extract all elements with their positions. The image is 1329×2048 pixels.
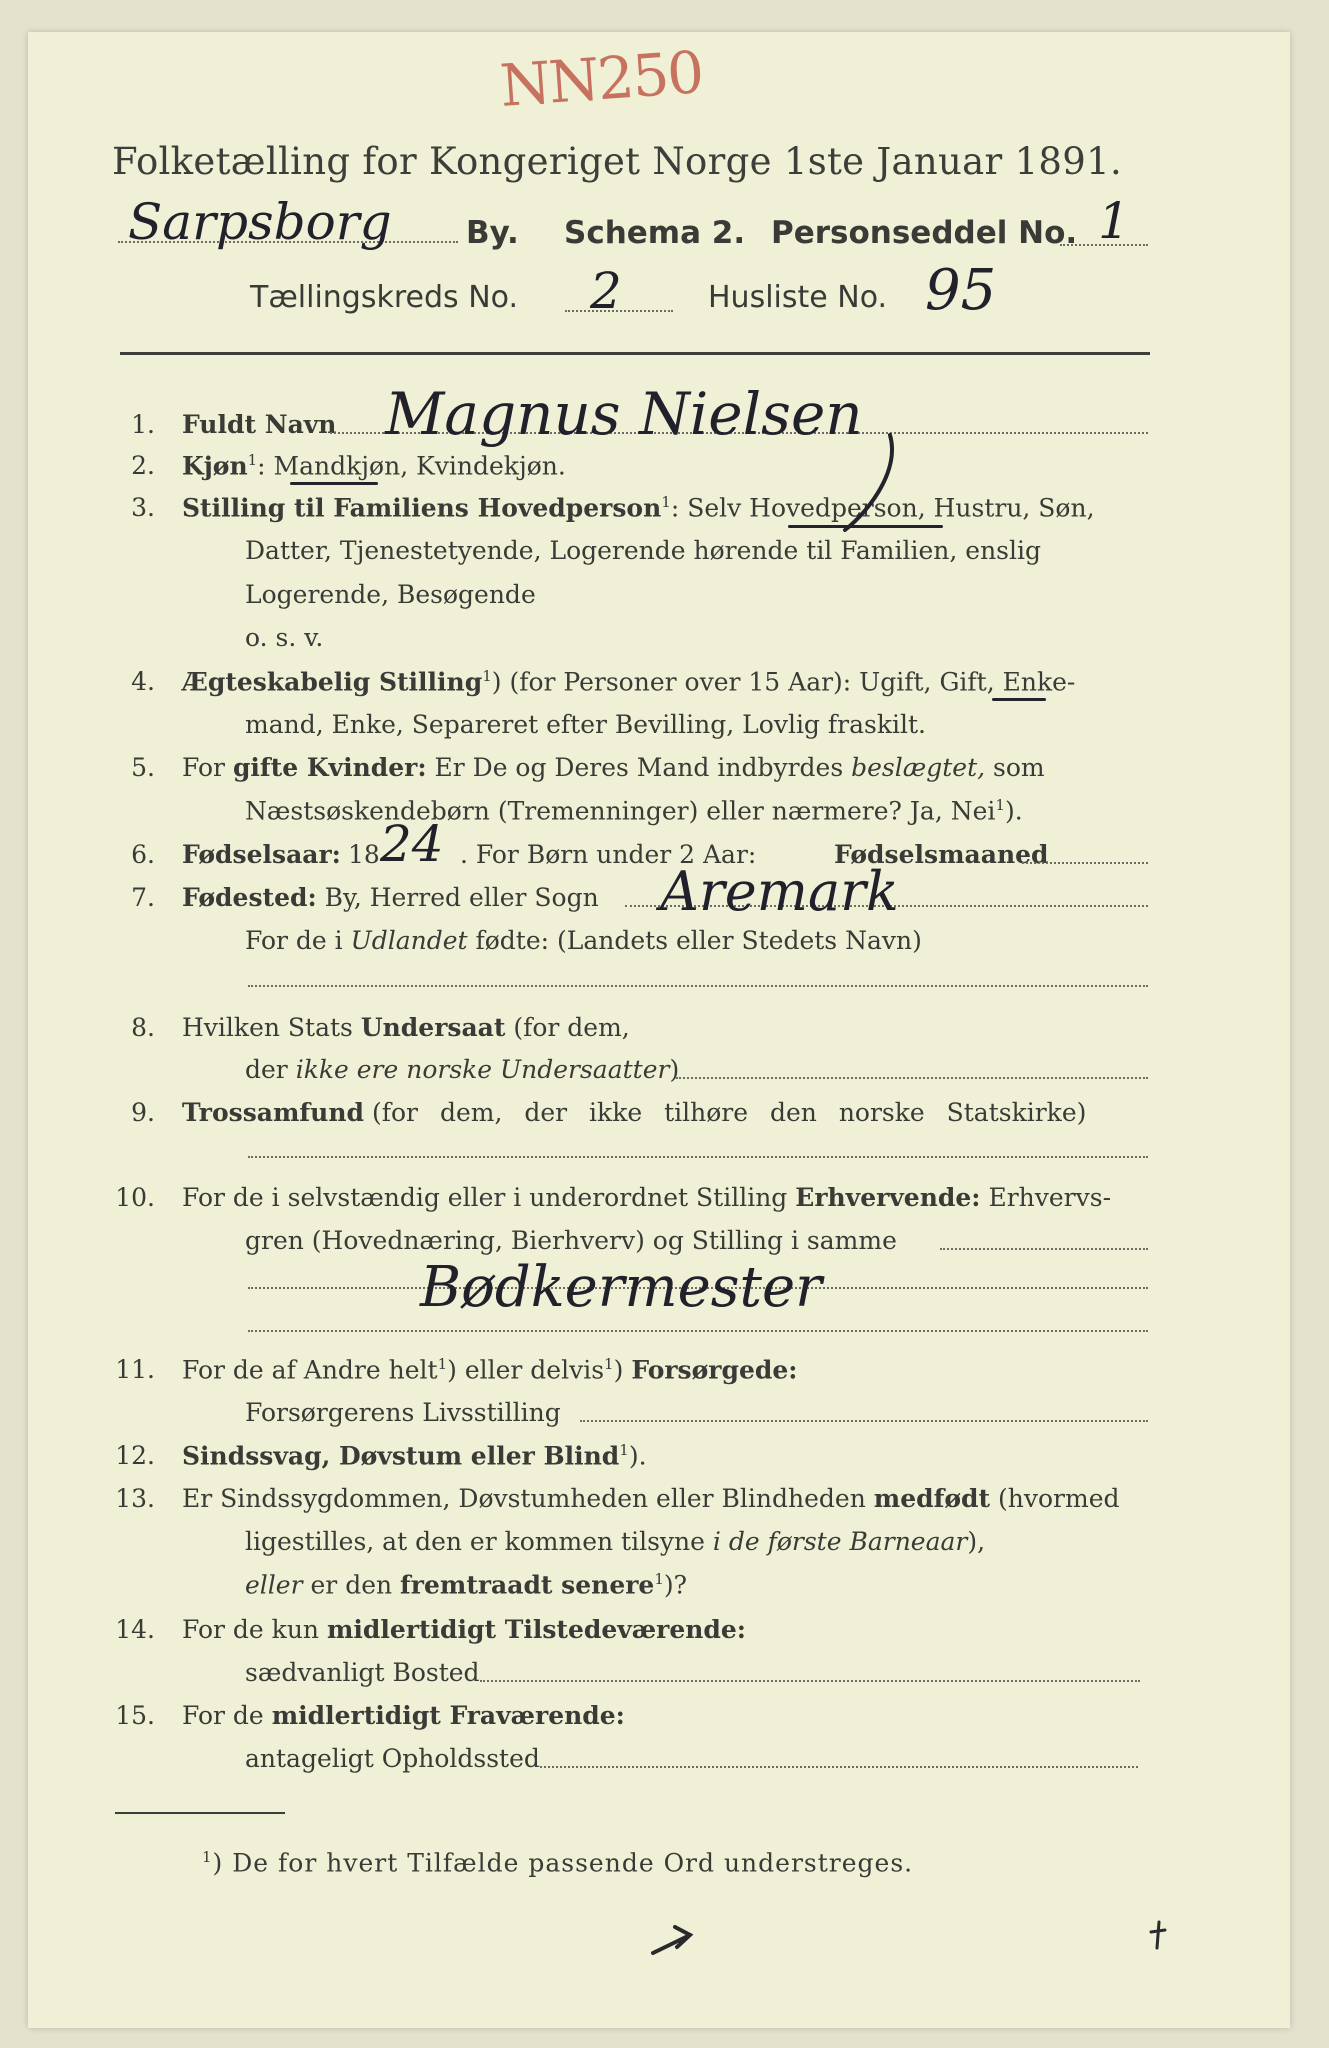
item-9-text: (for dem, der ikke tilhøre den norske Statskirke) — [372, 1098, 1087, 1127]
item-4-line-2: mand, Enke, Separeret efter Bevilling, Lovlig fraskilt. — [245, 710, 926, 739]
item-13-text-3d: )? — [663, 1570, 688, 1600]
town-handwritten: Sarpsborg — [128, 193, 392, 251]
item-3-line-3: Logerende, Besøgende — [245, 580, 536, 609]
item-7-number: 7. — [131, 883, 155, 912]
item-5-text-c: Er De og Deres Mand indbyrdes — [434, 753, 844, 782]
item-15-line-2: antageligt Opholdssted — [245, 1744, 540, 1773]
item-11-sup-1: 1 — [437, 1355, 448, 1373]
item-10-text-a: For de i selvstændig eller i underordnet Stilling — [182, 1183, 788, 1212]
item-6-text: . For Børn under 2 Aar: — [460, 840, 757, 869]
item-7-dotted-line-2 — [248, 985, 1148, 987]
item-13-line-3 — [245, 1570, 687, 1599]
item-13-line-2 — [245, 1527, 985, 1556]
item-13-text-3a: eller — [245, 1570, 303, 1600]
item-8-text-2b: ikke ere norske Undersaatter — [295, 1055, 670, 1084]
item-4-label: Ægteskabelig Stilling — [182, 667, 483, 697]
item-6-dotted-line — [1022, 862, 1148, 864]
item-13-label-2: fremtraadt senere — [400, 1570, 655, 1600]
item-11-text-c: ) — [613, 1355, 624, 1385]
item-15-line-1 — [182, 1701, 625, 1730]
item-3-number: 3. — [131, 493, 155, 522]
item-7-label: Fødested: — [182, 883, 317, 912]
item-8-label: Undersaat — [360, 1013, 506, 1042]
item-5-text-d: beslægtet, — [851, 753, 986, 782]
item-7-line-2 — [245, 926, 922, 955]
item-5-line-1 — [182, 753, 1045, 782]
item-12-number: 12. — [115, 1441, 155, 1470]
item-3-line-1 — [182, 493, 1095, 522]
item-9-dotted-line — [248, 1156, 1148, 1158]
item-11-text-b: ) eller delvis — [447, 1355, 605, 1385]
item-8-line-1 — [182, 1013, 630, 1042]
item-4-underline-gift — [992, 698, 1046, 701]
item-11-label: Forsørgede: — [631, 1355, 798, 1385]
item-2-sup: 1 — [247, 451, 258, 469]
item-10-line-1 — [182, 1183, 1111, 1212]
item-15-label: midlertidigt Fraværende: — [271, 1701, 625, 1730]
husliste-number: 95 — [925, 258, 997, 323]
item-7-text: By, Herred eller Sogn — [324, 883, 599, 912]
item-4-text-1: ) (for Personer over 15 Aar): Ugift, Gift, Enke- — [491, 667, 1076, 697]
item-12-line — [182, 1441, 647, 1470]
item-15-text-a: For de — [182, 1701, 264, 1730]
item-3-text-1: : Selv Hovedperson, Hustru, Søn, — [670, 493, 1095, 523]
item-13-sup: 1 — [654, 1570, 664, 1588]
item-10-text-c: Erhvervs- — [988, 1183, 1112, 1212]
item-14-text-a: For de kun — [182, 1615, 320, 1644]
item-2-line — [182, 451, 566, 480]
husliste-label: Husliste No. — [708, 280, 888, 315]
item-13-number: 13. — [115, 1484, 155, 1513]
item-9-number: 9. — [131, 1098, 155, 1127]
item-7-text-2a: For de i — [245, 926, 343, 955]
item-11-text-a: For de af Andre helt — [182, 1355, 438, 1385]
item-8-number: 8. — [131, 1013, 155, 1042]
item-5-number: 5. — [131, 753, 155, 782]
item-12-sup: 1 — [619, 1441, 629, 1459]
item-7-birthplace-handwritten: Aremark — [660, 860, 899, 923]
item-13-text-c: (hvormed — [998, 1484, 1120, 1513]
footnote — [202, 1848, 913, 1877]
header-rule — [120, 352, 1150, 355]
schema-label: Schema 2. — [564, 215, 746, 251]
item-10-dotted-line — [940, 1248, 1148, 1250]
item-6-label-2: Fødselsmaaned — [834, 840, 1049, 869]
item-1-name-handwritten: Magnus Nielsen — [385, 380, 863, 448]
item-2-underline-mandkjon — [290, 482, 378, 485]
form-title: Folketælling for Kongeriget Norge 1ste Januar 1891. — [112, 140, 1122, 183]
item-13-label: medfødt — [873, 1484, 991, 1513]
item-9-label: Trossamfund — [182, 1098, 365, 1127]
item-7-text-2b: Udlandet — [350, 926, 468, 955]
personseddel-label: Personseddel No. — [771, 215, 1078, 251]
item-8-text-c: (for dem, — [513, 1013, 630, 1042]
item-1-label: Fuldt Navn — [182, 410, 337, 439]
item-11-dotted-line — [580, 1420, 1148, 1422]
kreds-number: 2 — [590, 262, 622, 320]
item-13-text-2a: ligestilles, at den er kommen tilsyne — [245, 1527, 705, 1556]
footnote-text: ) De for hvert Tilfælde passende Ord understreges. — [212, 1848, 914, 1878]
item-14-number: 14. — [115, 1615, 155, 1644]
item-14-line-2: sædvanligt Bosted — [245, 1658, 480, 1687]
item-4-sup: 1 — [482, 667, 492, 685]
item-10-number: 10. — [115, 1183, 155, 1212]
item-5-text-2-end: ). — [1004, 796, 1023, 826]
item-11-line-2: Forsørgerens Livsstilling — [245, 1398, 561, 1427]
item-5-sup: 1 — [995, 796, 1005, 814]
item-6-label: Fødselsaar: — [182, 840, 341, 869]
item-6-number: 6. — [131, 840, 155, 869]
item-5-text-e: som — [993, 753, 1045, 782]
item-12-end: ). — [628, 1441, 647, 1471]
by-label: By. — [466, 215, 519, 251]
item-14-dotted-line — [480, 1680, 1140, 1682]
margin-arrow-mark — [645, 1915, 705, 1965]
item-15-number: 15. — [115, 1701, 155, 1730]
item-10-line-2: gren (Hovednæring, Bierhverv) og Stilling i samme — [245, 1226, 897, 1255]
item-13-text-2c: ), — [967, 1527, 986, 1556]
item-8-text-a: Hvilken Stats — [182, 1013, 353, 1042]
item-13-text-a: Er Sindssygdommen, Døvstumheden eller Blindheden — [182, 1484, 866, 1513]
archive-stamp: NN250 — [497, 38, 705, 120]
item-1-name-flourish — [830, 430, 920, 540]
item-3-line-2: Datter, Tjenestetyende, Logerende hørende til Familien, enslig — [245, 536, 1042, 565]
item-11-number: 11. — [115, 1355, 155, 1384]
item-10-label: Erhvervende: — [795, 1183, 981, 1212]
item-7-text-2c: fødte: (Landets eller Stedets Navn) — [475, 926, 922, 955]
item-6-year-handwritten: 24 — [380, 815, 444, 873]
item-14-label: midlertidigt Tilstedeværende: — [326, 1615, 747, 1644]
footnote-rule — [115, 1812, 285, 1814]
margin-tick-mark — [1145, 1918, 1175, 1954]
item-2-number: 2. — [131, 451, 155, 480]
item-2-text: : Mandkjøn, Kvindekjøn. — [257, 451, 566, 481]
item-13-text-2b: i de første Barneaar — [712, 1527, 968, 1556]
item-7-line-1 — [182, 883, 599, 912]
item-10-occupation-handwritten: Bødkermester — [420, 1255, 822, 1320]
item-12-label: Sindssvag, Døvstum eller Blind — [182, 1441, 620, 1471]
item-4-number: 4. — [131, 667, 155, 696]
item-5-label: gifte Kvinder: — [232, 753, 427, 782]
item-6-prefix: 18 — [348, 840, 380, 869]
item-8-text-2c: ) — [669, 1055, 680, 1084]
item-14-line-1 — [182, 1615, 746, 1644]
item-8-text-2a: der — [245, 1055, 288, 1084]
item-13-line-1 — [182, 1484, 1120, 1513]
item-15-dotted-line — [540, 1766, 1138, 1768]
footnote-sup: 1 — [202, 1848, 213, 1866]
item-11-sup-2: 1 — [604, 1355, 614, 1373]
item-3-sup: 1 — [661, 493, 671, 511]
item-5-text-2: Næstsøskendebørn (Tremenninger) eller nærmere? Ja, Nei — [245, 796, 996, 826]
personseddel-number: 1 — [1098, 192, 1130, 250]
item-3-label: Stilling til Familiens Hovedperson — [182, 493, 662, 523]
item-5-line-2 — [245, 796, 1023, 825]
item-4-line-1 — [182, 667, 1075, 696]
item-5-text-a: For — [182, 753, 225, 782]
taellingskreds-label: Tællingskreds No. — [250, 280, 518, 315]
item-8-dotted-line — [676, 1077, 1148, 1079]
item-11-line-1 — [182, 1355, 797, 1384]
item-10-dotted-line-3 — [248, 1330, 1148, 1332]
item-1-number: 1. — [131, 410, 155, 439]
item-13-text-3b: er den — [310, 1570, 393, 1600]
item-8-line-2 — [245, 1055, 679, 1084]
item-2-label: Kjøn — [182, 451, 248, 481]
item-3-line-4: o. s. v. — [245, 623, 324, 652]
